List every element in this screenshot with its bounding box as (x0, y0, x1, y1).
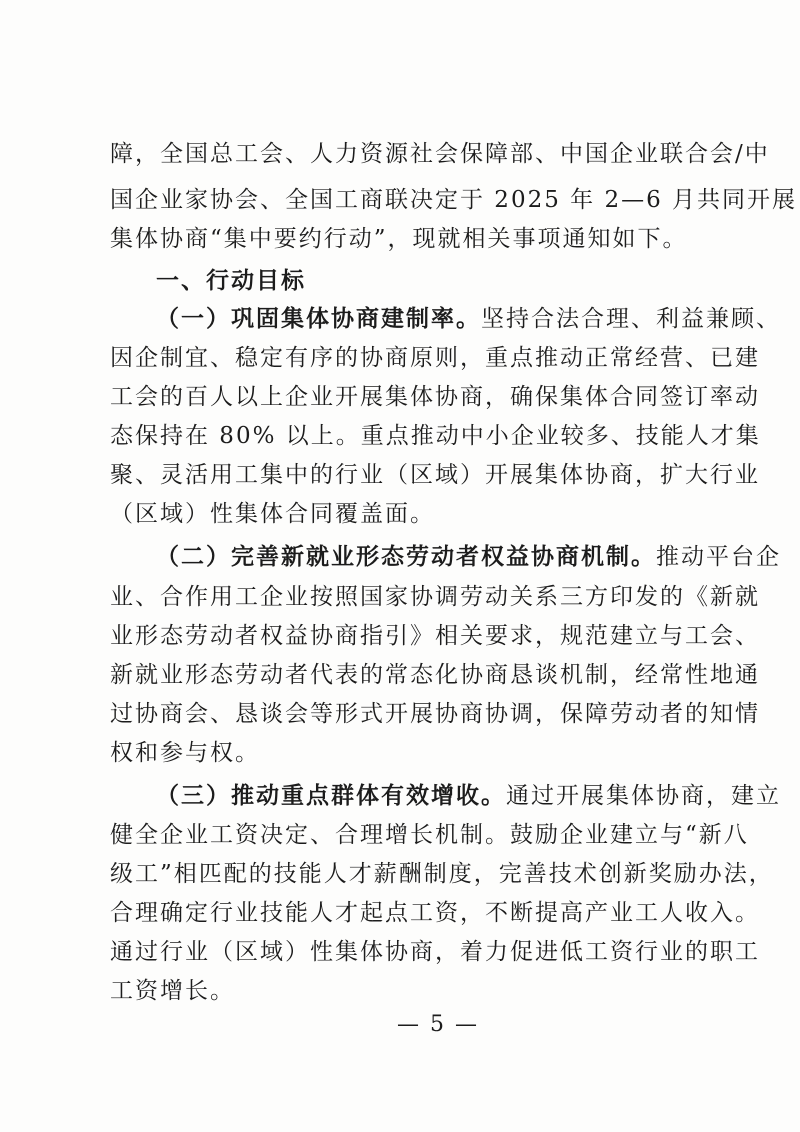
body-line: 权和参与权。 (110, 740, 260, 766)
body-line: 聚、灵活用工集中的行业（区域）开展集体协商，扩大行业 (110, 462, 760, 488)
body-line: 合理确定行业技能人才起点工资，不断提高产业工人收入。 (110, 900, 760, 926)
subsection-heading: （一）巩固集体协商建制率。 (156, 306, 481, 332)
body-line: （区域）性集体合同覆盖面。 (110, 501, 435, 527)
body-line: 新就业形态劳动者代表的常态化协商恳谈机制，经常性地通 (110, 662, 760, 688)
body-line: 健全企业工资决定、合理增长机制。鼓励企业建立与“新八 (110, 822, 749, 848)
body-line: 工资增长。 (110, 978, 235, 1004)
section-heading: 一、行动目标 (156, 268, 306, 294)
subsection-heading: （二）完善新就业形态劳动者权益协商机制。 (156, 544, 656, 570)
page-number (0, 1010, 800, 1040)
body-line: 业、合作用工企业按照国家协调劳动关系三方印发的《新就 (110, 584, 760, 610)
body-line: 集体协商“集中要约行动”，现就相关事项通知如下。 (110, 226, 688, 252)
body-line (156, 304, 781, 334)
body-text: 推动平台企 (656, 544, 781, 570)
body-text: 通过开展集体协商，建立 (506, 783, 781, 809)
body-line (156, 781, 781, 811)
body-line: 通过行业（区域）性集体协商，着力促进低工资行业的职工 (110, 939, 760, 965)
body-line: 障，全国总工会、人力资源社会保障部、中国企业联合会/中 (110, 141, 770, 167)
body-line (156, 542, 781, 572)
body-line: 级工”相匹配的技能人才薪酬制度，完善技术创新奖励办法， (110, 861, 774, 887)
body-line: 因企制宜、稳定有序的协商原则，重点推动正常经营、已建 (110, 345, 760, 371)
body-line: 工会的百人以上企业开展集体协商，确保集体合同签订率动 (110, 384, 760, 410)
body-text: 坚持合法合理、利益兼顾、 (481, 306, 781, 332)
body-line: 国企业家协会、全国工商联决定于 2025 年 2—6 月共同开展 (110, 187, 798, 213)
body-line: 过协商会、恳谈会等形式开展协商协调，保障劳动者的知情 (110, 701, 760, 727)
subsection-heading: （三）推动重点群体有效增收。 (156, 783, 506, 809)
page-number-text: — 5 — (397, 1012, 479, 1037)
body-line: 业形态劳动者权益协商指引》相关要求，规范建立与工会、 (110, 623, 760, 649)
body-line: 态保持在 80% 以上。重点推动中小企业较多、技能人才集 (110, 423, 761, 449)
